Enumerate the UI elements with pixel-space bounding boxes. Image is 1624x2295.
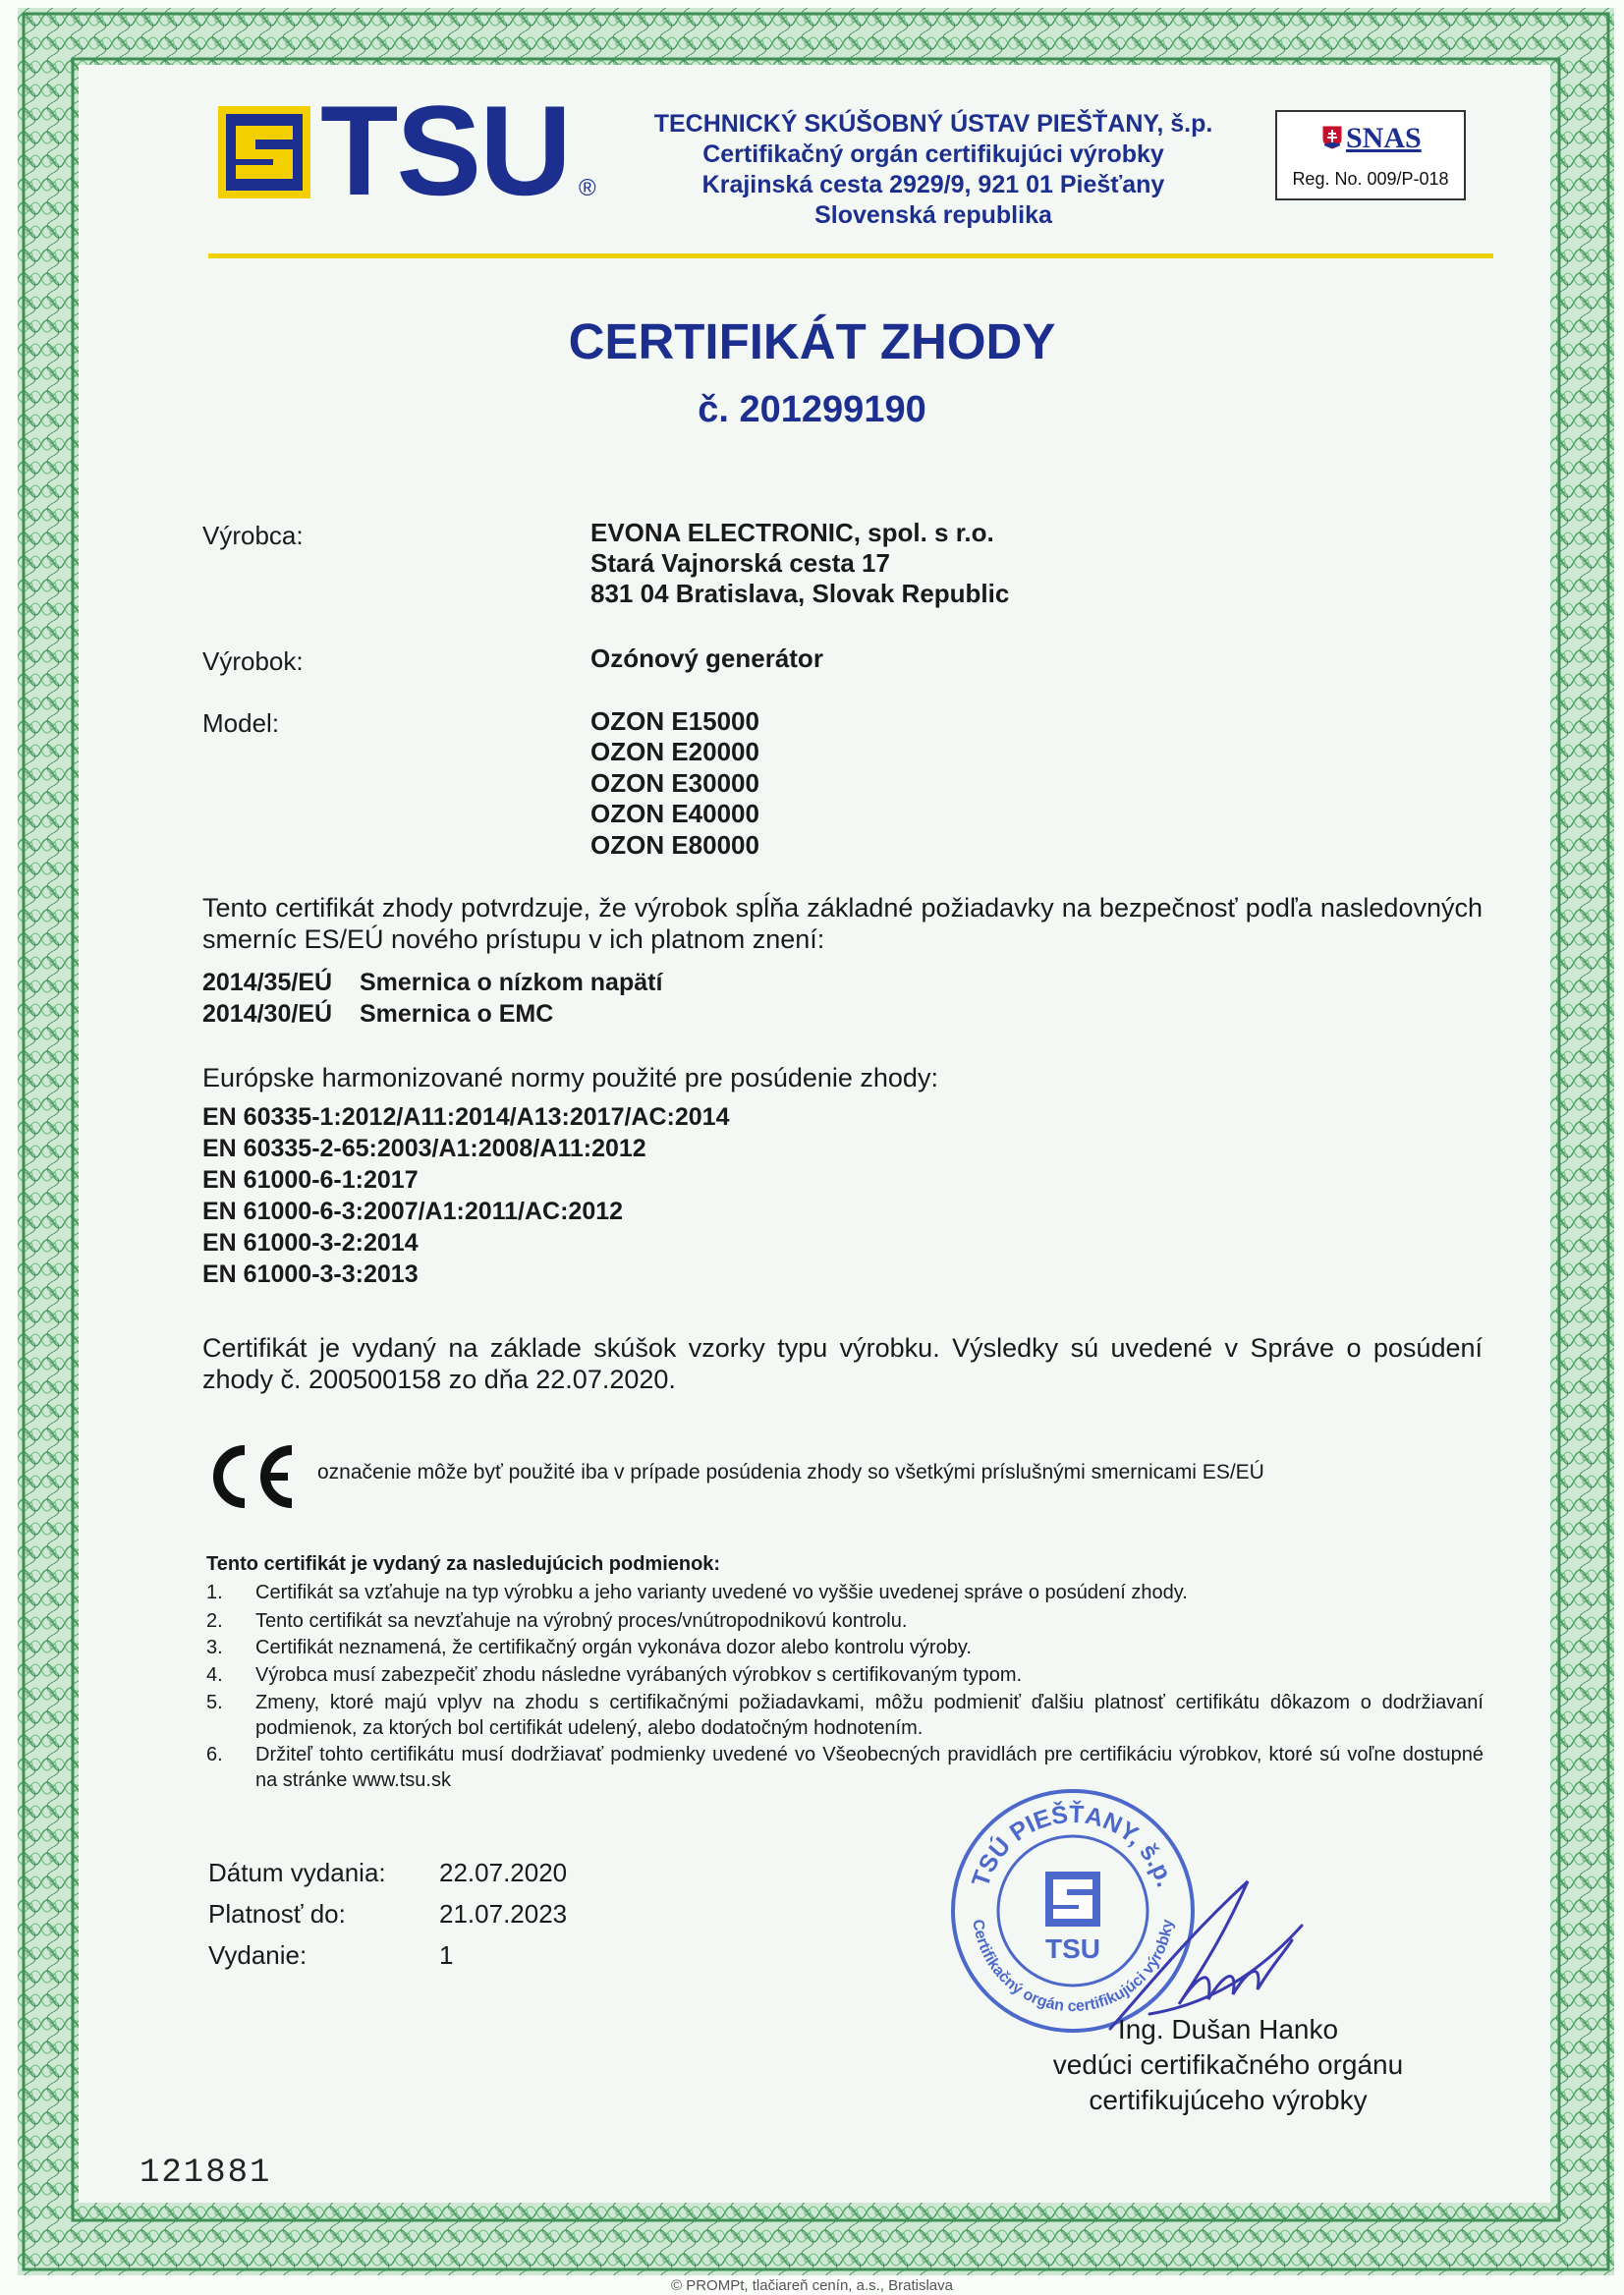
issue-date-value: 22.07.2020 xyxy=(439,1858,568,1887)
condition-number: 5. xyxy=(206,1692,223,1713)
condition-text: Výrobca musí zabezpečiť zhodu následne vyrábaných výrobkov s certifikovaným typom. xyxy=(255,1664,1023,1686)
edition-value: 1 xyxy=(439,1940,454,1970)
institute-address: Krajinská cesta 2929/9, 921 01 Piešťany xyxy=(701,171,1165,198)
product-value: Ozónový generátor xyxy=(590,644,823,673)
model-item: OZON E80000 xyxy=(590,830,759,860)
manufacturer-label: Výrobca: xyxy=(202,521,304,550)
condition-number: 2. xyxy=(206,1610,223,1632)
condition-number: 3. xyxy=(206,1637,223,1658)
standards-intro: Európske harmonizované normy použité pre posúdenie zhody: xyxy=(202,1063,938,1092)
model-item: OZON E30000 xyxy=(590,768,759,798)
condition-number: 4. xyxy=(206,1664,223,1686)
issue-basis-text: Certifikát je vydaný na základe skúšok vzorky typu výrobku. Výsledky sú uvedené v Správe o posúdení zhody č. 200500158 zo dňa 22.07.2020. xyxy=(202,1333,1483,1394)
model-item: OZON E40000 xyxy=(590,799,759,828)
serial-number: 121881 xyxy=(140,2155,272,2192)
manufacturer-name: EVONA ELECTRONIC, spol. s r.o. xyxy=(590,518,994,547)
standard-item: EN 61000-6-3:2007/A1:2011/AC:2012 xyxy=(202,1198,624,1225)
standard-item: EN 61000-6-1:2017 xyxy=(202,1166,419,1194)
tsu-logo-text: TSU xyxy=(320,79,570,222)
ce-mark-icon xyxy=(207,1442,298,1511)
directive-name: Smernica o EMC xyxy=(360,1000,554,1028)
certificate-number: č. 201299190 xyxy=(698,389,926,430)
institute-line-2: Certifikačný orgán certifikujúci výrobky xyxy=(702,140,1164,168)
certificate-title: CERTIFIKÁT ZHODY xyxy=(568,313,1056,369)
printer-imprint: © PROMPt, tlačiareň cenín, a.s., Bratislava xyxy=(671,2277,953,2294)
snas-registration: Reg. No. 009/P-018 xyxy=(1292,169,1449,189)
snas-label: SNAS xyxy=(1346,122,1422,154)
manufacturer-street: Stará Vajnorská cesta 17 xyxy=(590,548,890,578)
directive-code: 2014/30/EÚ xyxy=(202,1000,333,1028)
stamp-ring-bottom: Certifikačný orgán certifikujúci výrobky xyxy=(969,1918,1177,2016)
model-label: Model: xyxy=(202,708,280,738)
stamp-ring-top: TSÚ PIEŠŤANY, š.p. xyxy=(966,1800,1180,1891)
conditions-heading: Tento certifikát je vydaný za nasledujúcich podmienok: xyxy=(206,1553,721,1575)
stamp-center-text: TSU xyxy=(1045,1933,1100,1964)
condition-text: Držiteľ tohto certifikátu musí dodržiavať podmienky uvedené vo Všeobecných pravidlách pre certifikáciu výrobkov, ktoré sú voľne dostupné na stránke www.tsu.sk xyxy=(255,1744,1484,1791)
condition-text: Certifikát sa vzťahuje na typ výrobku a jeho varianty uvedené vo vyššie uvedenej správe o posúdení zhody. xyxy=(255,1582,1188,1603)
issue-date-label: Dátum vydania: xyxy=(208,1858,386,1887)
product-label: Výrobok: xyxy=(202,646,304,676)
standard-item: EN 61000-3-3:2013 xyxy=(202,1260,419,1288)
condition-number: 1. xyxy=(206,1582,223,1603)
registered-mark: ® xyxy=(579,175,596,201)
condition-number: 6. xyxy=(206,1744,223,1765)
standard-item: EN 60335-1:2012/A11:2014/A13:2017/AC:2014 xyxy=(202,1103,730,1131)
directive-code: 2014/35/EÚ xyxy=(202,969,333,996)
tsu-logo-icon xyxy=(218,106,310,198)
model-item: OZON E15000 xyxy=(590,706,759,736)
standard-item: EN 61000-3-2:2014 xyxy=(202,1229,419,1257)
standard-item: EN 60335-2-65:2003/A1:2008/A11:2012 xyxy=(202,1135,646,1162)
condition-text: Zmeny, ktoré majú vplyv na zhodu s certifikačnými požiadavkami, môžu podmieniť ďalšiu platnosť certifikátu dôkazom o dodržiavaní podmienok, za ktorých bol certifikát udelený, alebo dodatočným hodnotením. xyxy=(255,1692,1484,1739)
valid-until-label: Platnosť do: xyxy=(208,1899,346,1929)
condition-text: Tento certifikát sa nevzťahuje na výrobný proces/vnútropodnikovú kontrolu. xyxy=(255,1610,908,1632)
ce-mark-note: označenie môže byť použité iba v prípade posúdenia zhody so všetkými príslušnými smernicami ES/EÚ xyxy=(317,1461,1264,1483)
manufacturer-city: 831 04 Bratislava, Slovak Republic xyxy=(590,579,1010,608)
header-divider xyxy=(208,253,1493,258)
directive-name: Smernica o nízkom napätí xyxy=(360,969,663,996)
directive-row xyxy=(202,967,662,998)
institute-name: TECHNICKÝ SKÚŠOBNÝ ÚSTAV PIEŠŤANY, š.p. xyxy=(653,110,1213,138)
valid-until-value: 21.07.2023 xyxy=(439,1899,568,1929)
condition-text: Certifikát neznamená, že certifikačný orgán vykonáva dozor alebo kontrolu výroby. xyxy=(255,1637,972,1658)
edition-label: Vydanie: xyxy=(208,1940,308,1970)
signatory-title-1: vedúci certifikačného orgánu xyxy=(1052,2049,1404,2080)
slovak-shield-icon xyxy=(1321,125,1343,150)
institute-country: Slovenská republika xyxy=(814,201,1052,229)
signatory-title-2: certifikujúceho výrobky xyxy=(1089,2085,1368,2115)
conformity-statement: Tento certifikát zhody potvrdzuje, že výrobok spĺňa základné požiadavky na bezpečnosť podľa nasledovných smerníc ES/EÚ nového prístupu v ich platnom znení: xyxy=(202,893,1483,954)
model-item: OZON E20000 xyxy=(590,737,759,766)
directive-row xyxy=(202,998,553,1030)
signatory-name: Ing. Dušan Hanko xyxy=(1117,2014,1339,2044)
